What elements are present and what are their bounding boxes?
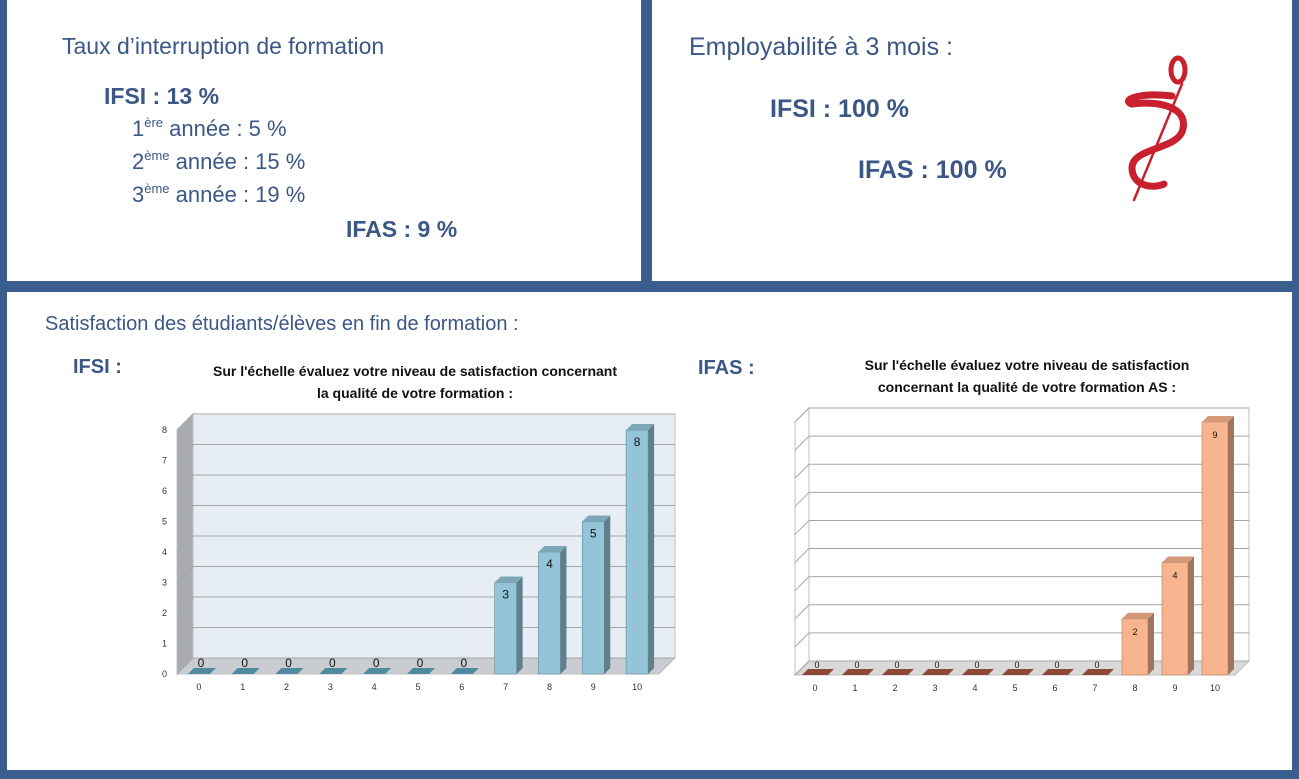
data-label: 2 xyxy=(1132,626,1138,637)
data-label: 0 xyxy=(329,656,336,670)
x-tick-label: 8 xyxy=(546,682,552,692)
y-tick-label: 0 xyxy=(161,669,167,679)
x-tick-label: 3 xyxy=(327,682,333,692)
x-tick-label: 9 xyxy=(590,682,596,692)
caduceus-snake-icon xyxy=(1110,52,1200,204)
y-tick-label: 7 xyxy=(161,455,167,466)
x-tick-label: 0 xyxy=(196,682,202,692)
data-label: 0 xyxy=(934,660,940,670)
x-tick-label: 3 xyxy=(932,683,938,693)
data-label: 0 xyxy=(894,660,900,670)
chart-bar-side xyxy=(1188,557,1194,675)
x-tick-label: 4 xyxy=(972,683,978,693)
y-tick-label: 2 xyxy=(161,608,167,618)
employability-ifas: IFAS : 100 % xyxy=(858,156,1007,184)
interruption-year-3: 3ème année : 19 % xyxy=(132,181,306,207)
x-tick-label: 1 xyxy=(240,682,246,692)
chart-bar-side xyxy=(517,577,523,675)
data-label: 0 xyxy=(1014,660,1020,670)
data-label: 5 xyxy=(589,526,597,541)
x-tick-label: 2 xyxy=(892,683,898,693)
ifsi-satisfaction-chart xyxy=(147,402,687,702)
x-tick-label: 7 xyxy=(1092,683,1098,693)
data-label: 0 xyxy=(814,660,820,670)
x-tick-label: 8 xyxy=(1132,683,1138,693)
chart-bar xyxy=(1202,422,1228,675)
x-tick-label: 4 xyxy=(371,682,377,692)
x-tick-label: 5 xyxy=(415,682,421,692)
data-label: 0 xyxy=(854,660,860,670)
data-label: 0 xyxy=(372,656,380,670)
data-label: 0 xyxy=(974,660,980,670)
data-label: 0 xyxy=(241,656,249,670)
x-tick-label: 5 xyxy=(1012,683,1018,693)
chart-bar xyxy=(582,522,604,675)
y-tick-label: 3 xyxy=(161,577,167,588)
employability-ifsi: IFSI : 100 % xyxy=(770,95,909,123)
chart-bar-side xyxy=(604,516,610,675)
ifas-satisfaction-chart xyxy=(777,402,1267,702)
y-tick-label: 8 xyxy=(161,425,167,435)
satisfaction-panel xyxy=(7,292,1292,770)
data-label: 0 xyxy=(1094,660,1100,670)
interruption-year-2: 2ème année : 15 % xyxy=(132,148,306,174)
x-tick-label: 1 xyxy=(852,683,858,693)
chart-bar xyxy=(626,430,648,674)
chart-bar-side xyxy=(560,546,566,674)
chart-bar-side xyxy=(648,424,654,674)
interruption-year-1: 1ère année : 5 % xyxy=(132,115,287,141)
data-label: 0 xyxy=(197,656,205,670)
interruption-title: Taux d’interruption de formation xyxy=(62,33,385,59)
data-label: 8 xyxy=(633,435,641,449)
chart-bar-side xyxy=(1148,613,1154,675)
data-label: 3 xyxy=(502,587,509,602)
x-tick-label: 7 xyxy=(503,682,509,692)
ifas-chart-title: Sur l'échelle évaluez votre niveau de satisfaction concernant la qualité de votre formation AS : xyxy=(864,357,1190,395)
x-tick-label: 0 xyxy=(812,683,818,693)
data-label: 0 xyxy=(285,656,292,670)
employability-title: Employabilité à 3 mois : xyxy=(689,33,954,61)
y-tick-label: 1 xyxy=(161,638,167,649)
satisfaction-title: Satisfaction des étudiants/élèves en fin de formation : xyxy=(45,313,519,335)
data-label: 0 xyxy=(1054,660,1060,670)
data-label: 0 xyxy=(416,656,424,670)
data-label: 9 xyxy=(1212,430,1218,440)
interruption-panel xyxy=(7,0,641,281)
x-tick-label: 10 xyxy=(1209,683,1221,693)
ifsi-chart-title: Sur l'échelle évaluez votre niveau de satisfaction concernant la qualité de votre formation : xyxy=(212,363,618,401)
data-label: 4 xyxy=(1172,570,1178,581)
x-tick-label: 9 xyxy=(1172,683,1178,693)
y-tick-label: 5 xyxy=(161,516,167,527)
x-tick-label: 2 xyxy=(284,682,290,692)
chart-bar-side xyxy=(1228,416,1234,675)
interruption-ifsi: IFSI : 13 % xyxy=(104,83,220,109)
ifsi-chart-label: IFSI : xyxy=(73,356,122,378)
x-tick-label: 6 xyxy=(459,682,465,692)
employability-panel xyxy=(652,0,1292,281)
x-tick-label: 10 xyxy=(632,682,643,692)
y-tick-label: 6 xyxy=(161,486,167,496)
data-label: 4 xyxy=(546,557,553,571)
x-tick-label: 6 xyxy=(1052,683,1058,693)
data-label: 0 xyxy=(460,656,468,670)
y-tick-label: 4 xyxy=(161,547,167,557)
interruption-ifas: IFAS : 9 % xyxy=(346,216,458,242)
ifas-chart-label: IFAS : xyxy=(698,357,755,379)
